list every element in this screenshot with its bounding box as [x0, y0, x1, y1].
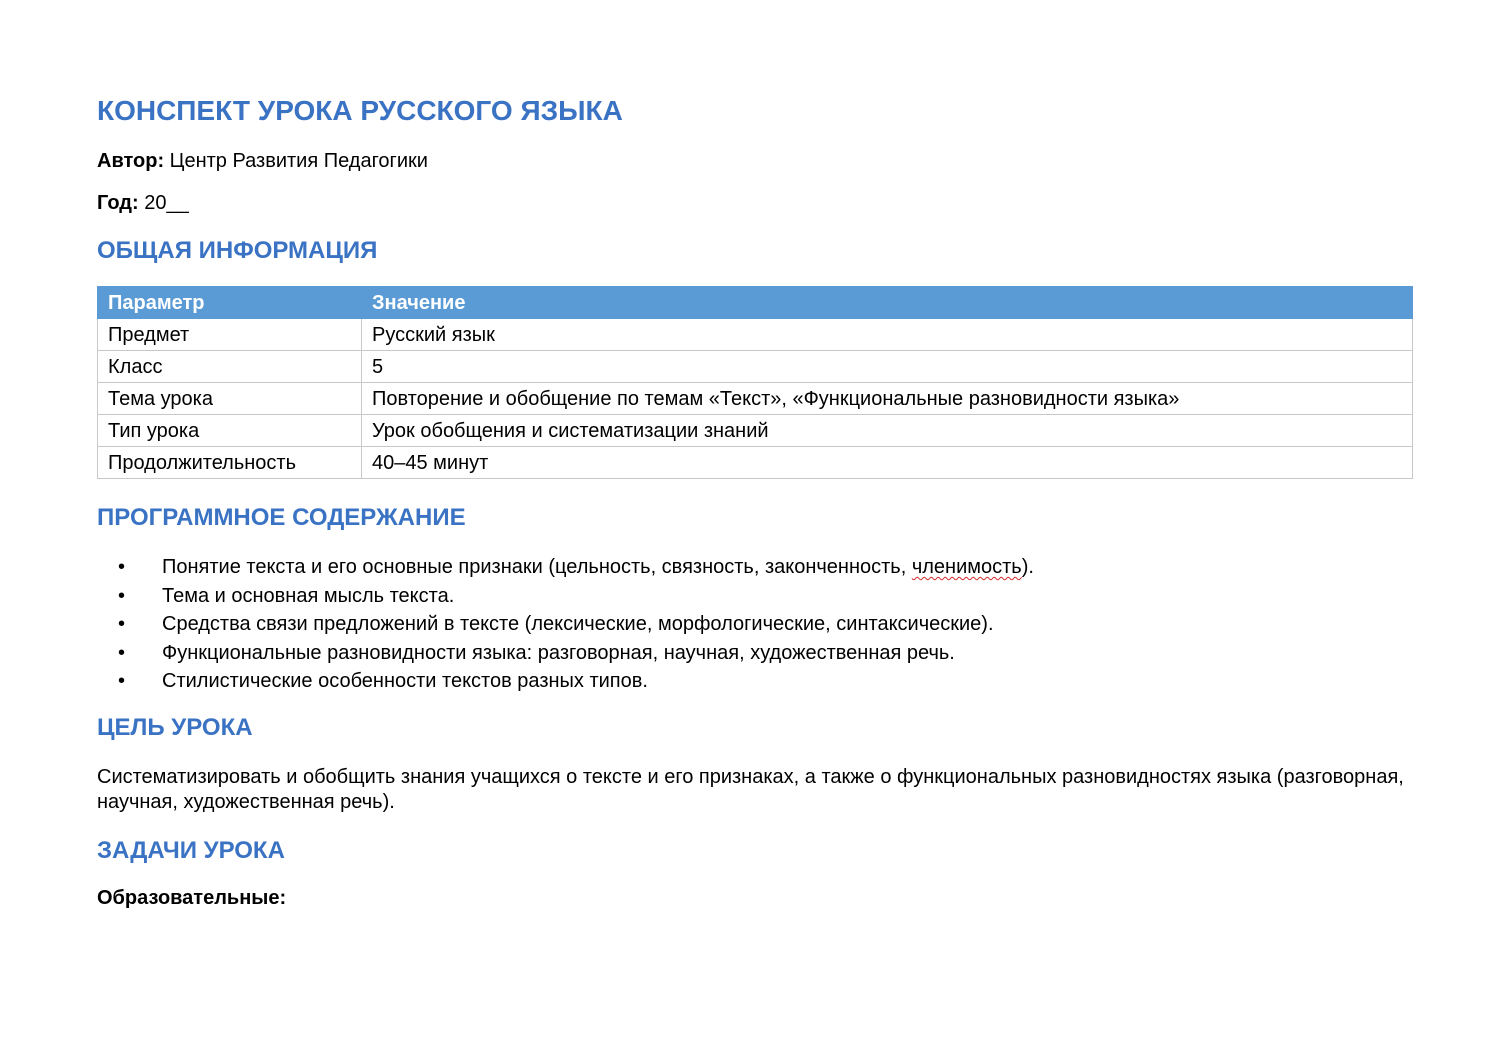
- table-row: [98, 447, 1413, 479]
- list-item: [97, 639, 1034, 668]
- author-label: Автор:: [97, 150, 165, 172]
- list-item: [97, 582, 1034, 611]
- table-cell-param: Продолжительность: [98, 447, 362, 479]
- list-item-text-part: Понятие текста и его основные признаки (цельность, связность, законченность,: [162, 556, 912, 578]
- bullet-icon: •: [118, 613, 126, 635]
- tasks-subheading: Образовательные:: [97, 887, 287, 909]
- section-heading-goal: ЦЕЛЬ УРОКА: [97, 714, 253, 741]
- table-cell-param: Тип урока: [98, 415, 362, 447]
- bullet-icon: •: [118, 584, 126, 607]
- list-item-text-part: ).: [1021, 556, 1034, 578]
- table-header-cell: Параметр: [98, 287, 362, 319]
- list-item: [97, 610, 1034, 639]
- bullet-icon: •: [118, 641, 126, 664]
- author-line: [97, 149, 428, 173]
- program-list: [97, 553, 1034, 696]
- table-cell-value: Русский язык: [362, 319, 1413, 351]
- table-cell-param: Класс: [98, 351, 362, 383]
- document-title: КОНСПЕКТ УРОКА РУССКОГО ЯЗЫКА: [97, 95, 623, 126]
- list-item-text: Тема и основная мысль текста.: [162, 584, 455, 607]
- list-item: [97, 553, 1034, 582]
- year-label: Год:: [97, 192, 139, 214]
- table-header-row: [98, 287, 1413, 319]
- table-row: [98, 351, 1413, 383]
- table-row: [98, 319, 1413, 351]
- table-cell-value: Урок обобщения и систематизации знаний: [362, 415, 1413, 447]
- general-info-table: [97, 286, 1413, 479]
- table-cell-value: Повторение и обобщение по темам «Текст», «Функциональные разновидности языка»: [362, 383, 1413, 415]
- table-cell-param: Тема урока: [98, 383, 362, 415]
- year-line: [97, 191, 189, 215]
- author-value: Центр Развития Педагогики: [164, 150, 428, 172]
- goal-paragraph: Систематизировать и обобщить знания учащихся о тексте и его признаках, а также о функциональных разновидностях языка (разговорная, научная, художественная речь).: [97, 766, 1404, 813]
- list-item-text: Функциональные разновидности языка: разговорная, научная, художественная речь.: [162, 641, 955, 664]
- bullet-icon: •: [118, 556, 126, 578]
- section-heading-tasks: ЗАДАЧИ УРОКА: [97, 837, 285, 864]
- spellcheck-flagged-word[interactable]: членимость: [911, 556, 1022, 578]
- bullet-icon: •: [118, 670, 126, 692]
- list-item-text: Стилистические особенности текстов разных типов.: [162, 670, 648, 692]
- section-heading-general: ОБЩАЯ ИНФОРМАЦИЯ: [97, 237, 378, 264]
- table-cell-param: Предмет: [98, 319, 362, 351]
- year-value: 20__: [138, 192, 189, 214]
- table-cell-value: 5: [362, 351, 1413, 383]
- table-row: [98, 383, 1413, 415]
- section-heading-program: ПРОГРАММНОЕ СОДЕРЖАНИЕ: [97, 504, 466, 531]
- list-item: [97, 667, 1034, 696]
- table-row: [98, 415, 1413, 447]
- table-header-cell: Значение: [362, 287, 1413, 319]
- table-cell-value: 40–45 минут: [362, 447, 1413, 479]
- list-item-text: Средства связи предложений в тексте (лексические, морфологические, синтаксические).: [162, 613, 994, 635]
